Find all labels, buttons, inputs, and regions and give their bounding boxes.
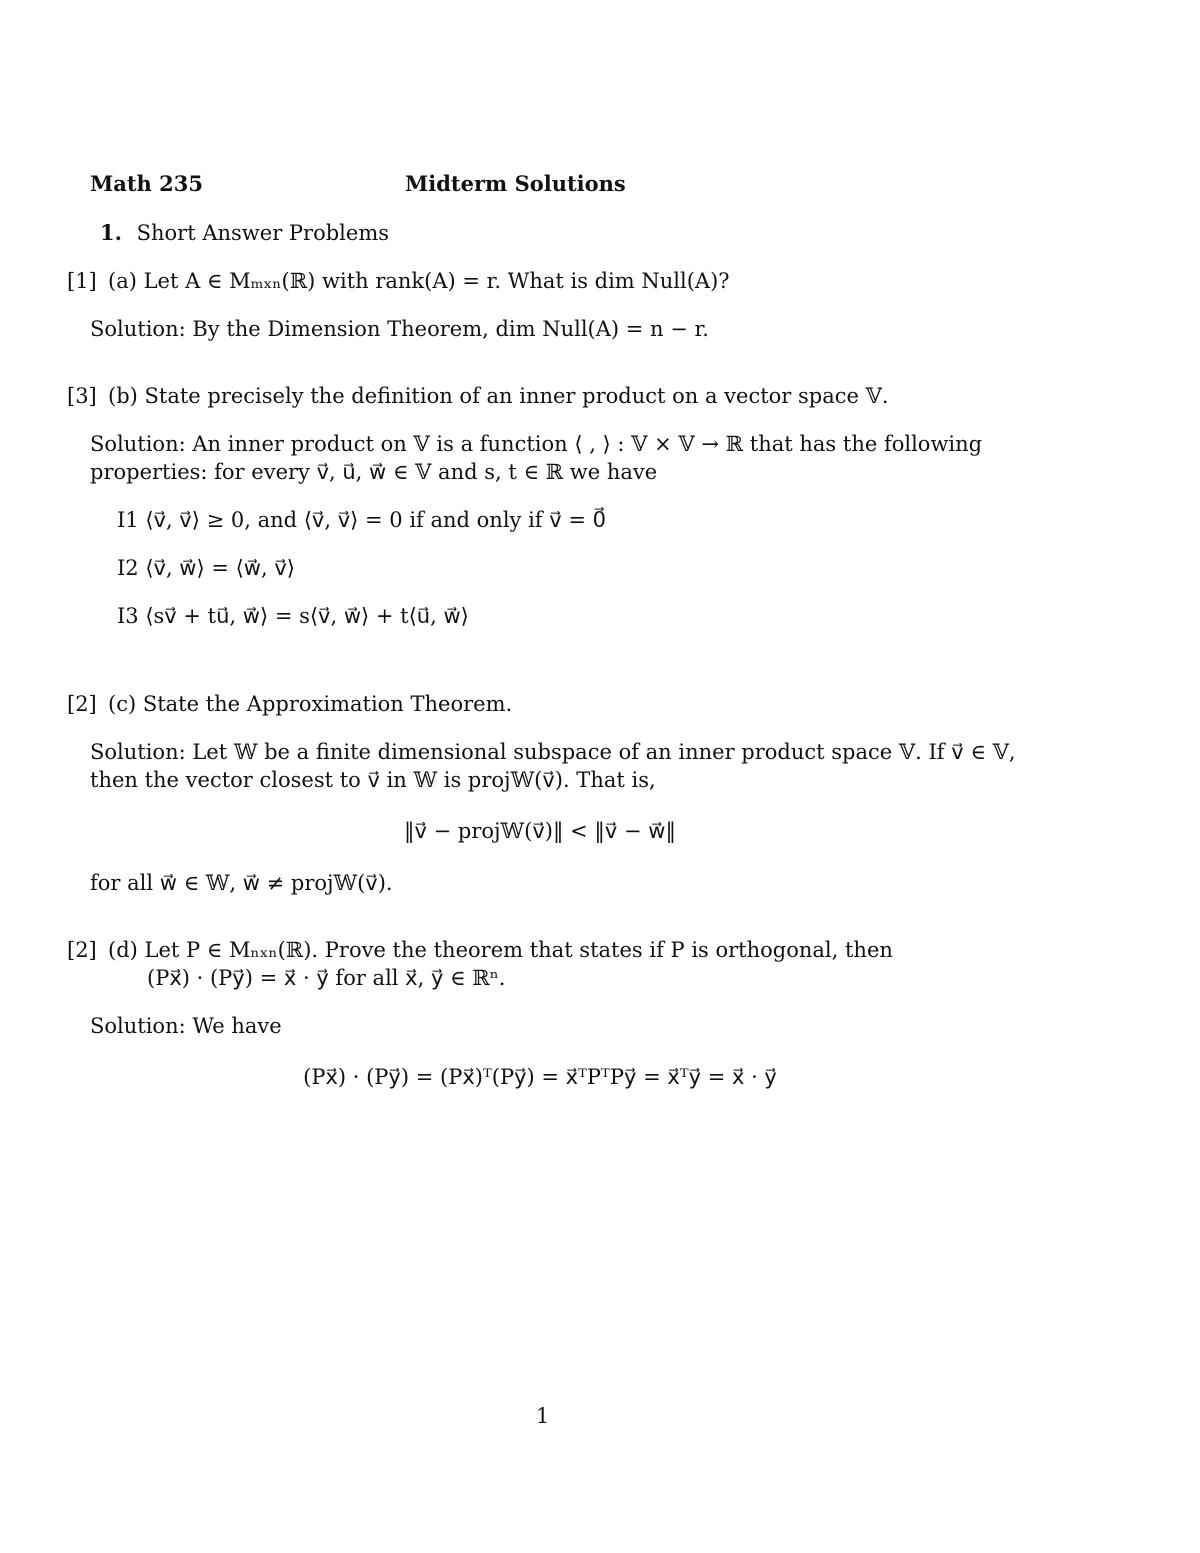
problem-d-display-equation: (Px⃗) · (Py⃗) = (Px⃗)ᵀ(Py⃗) = x⃗ᵀPᵀPy⃗ = x⃗ᵀy⃗ = x⃗ · y⃗ (303, 1065, 777, 1089)
problem-d-question-line-1: (d) Let P ∈ Mₙₓₙ(ℝ). Prove the theorem that states if P is orthogonal, then (108, 938, 893, 962)
problem-d-question-line-2: (Px⃗) · (Py⃗) = x⃗ · y⃗ for all x⃗, y⃗ ∈ ℝⁿ. (147, 966, 506, 990)
problem-b-solution-line-2: properties: for every v⃗, u⃗, w⃗ ∈ 𝕍 and s, t ∈ ℝ we have (90, 460, 658, 484)
section-number: 1. (100, 220, 122, 245)
axiom-i3: I3 ⟨sv⃗ + tu⃗, w⃗⟩ = s⟨v⃗, w⃗⟩ + t⟨u⃗, w⃗⟩ (117, 604, 469, 628)
page-number: 1 (536, 1404, 550, 1428)
problem-c-closing: for all w⃗ ∈ 𝕎, w⃗ ≠ proj𝕎(v⃗). (90, 871, 393, 895)
problem-d-solution: Solution: We have (90, 1014, 282, 1038)
problem-c-question: (c) State the Approximation Theorem. (108, 692, 513, 716)
problem-c-display-equation: ‖v⃗ − proj𝕎(v⃗)‖ < ‖v⃗ − w⃗‖ (404, 819, 676, 843)
problem-b-question: (b) State precisely the definition of an inner product on a vector space 𝕍. (108, 384, 889, 408)
problem-a-marks: [1] (67, 269, 97, 293)
problem-d-marks: [2] (67, 938, 97, 962)
course-title: Math 235 (90, 171, 203, 196)
problem-a-question: (a) Let A ∈ Mₘₓₙ(ℝ) with rank(A) = r. What is dim Null(A)? (108, 269, 730, 293)
axiom-i2: I2 ⟨v⃗, w⃗⟩ = ⟨w⃗, v⃗⟩ (117, 556, 295, 580)
problem-c-solution-line-2: then the vector closest to v⃗ in 𝕎 is proj𝕎(v⃗). That is, (90, 768, 656, 792)
problem-b-marks: [3] (67, 384, 97, 408)
problem-c-solution-line-1: Solution: Let 𝕎 be a finite dimensional subspace of an inner product space 𝕍. If v⃗ ∈ 𝕍, (90, 740, 1016, 764)
problem-a-solution: Solution: By the Dimension Theorem, dim Null(A) = n − r. (90, 317, 709, 341)
problem-b-solution-line-1: Solution: An inner product on 𝕍 is a function ⟨ , ⟩ : 𝕍 × 𝕍 → ℝ that has the following (90, 432, 983, 456)
problem-c-marks: [2] (67, 692, 97, 716)
section-title: Short Answer Problems (136, 221, 390, 245)
section-heading (100, 219, 389, 247)
document-title: Midterm Solutions (405, 171, 626, 196)
axiom-i1: I1 ⟨v⃗, v⃗⟩ ≥ 0, and ⟨v⃗, v⃗⟩ = 0 if and only if v⃗ = 0⃗ (117, 508, 606, 532)
